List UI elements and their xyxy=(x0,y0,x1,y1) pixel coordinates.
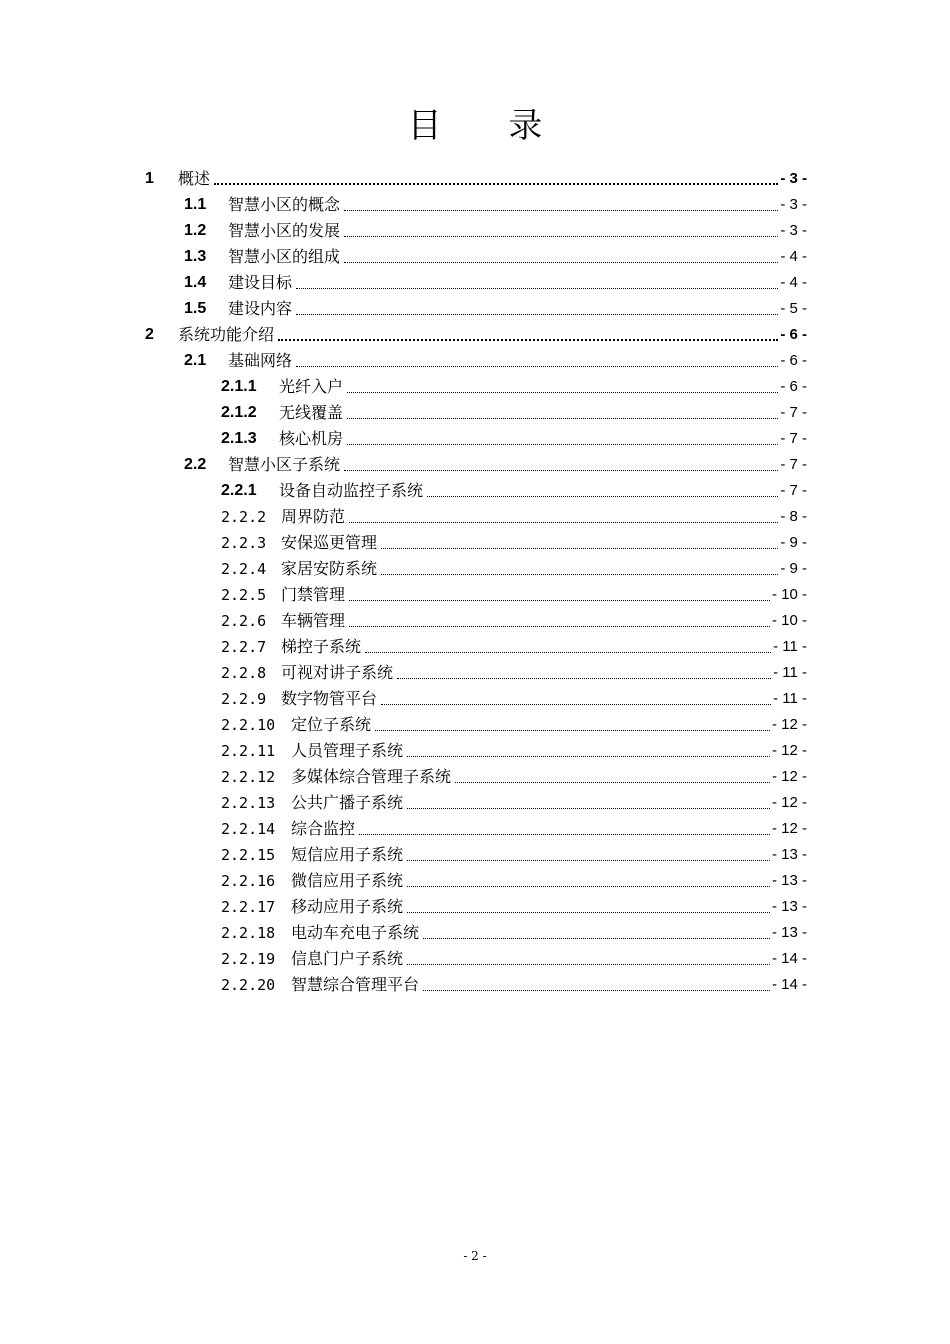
toc-entry[interactable] xyxy=(221,504,807,530)
toc-entry-title: 系统功能介绍 xyxy=(178,325,275,344)
toc-dot-leader xyxy=(407,956,770,965)
toc-entry-page: - 7 - xyxy=(780,456,807,473)
toc-entry-title: 多媒体综合管理子系统 xyxy=(291,767,452,786)
toc-entry-title: 智慧小区的发展 xyxy=(228,221,341,240)
toc-dot-leader xyxy=(344,462,778,471)
toc-entry-page: - 12 - xyxy=(771,768,807,785)
toc-entry[interactable] xyxy=(221,400,807,426)
toc-entry-number: 2.1.1 xyxy=(221,378,257,395)
toc-entry-number: 2.2.13 xyxy=(221,794,276,812)
toc-dot-leader xyxy=(407,852,770,861)
toc-entry-title: 移动应用子系统 xyxy=(291,897,404,916)
toc-entry-page: - 13 - xyxy=(771,898,807,915)
toc-entry-title: 设备自动监控子系统 xyxy=(279,481,424,500)
toc-entry-page: - 7 - xyxy=(780,430,807,447)
toc-entry-page: - 5 - xyxy=(780,300,807,317)
toc-entry[interactable] xyxy=(221,868,807,894)
toc-entry-page: - 8 - xyxy=(780,508,807,525)
toc-dot-leader xyxy=(344,228,778,237)
toc-dot-leader xyxy=(349,618,770,627)
toc-entry[interactable] xyxy=(221,816,807,842)
toc-dot-leader xyxy=(375,722,770,731)
toc-entry-page: - 7 - xyxy=(780,482,807,499)
toc-dot-leader xyxy=(455,774,770,783)
toc-dot-leader xyxy=(397,670,771,679)
toc-dot-leader xyxy=(347,436,778,445)
toc-entry-title: 定位子系统 xyxy=(291,715,372,734)
toc-entry-number: 2.1 xyxy=(184,352,207,369)
toc-entry[interactable] xyxy=(221,556,807,582)
toc-dot-leader xyxy=(296,280,778,289)
toc-entry-page: - 11 - xyxy=(773,638,807,655)
toc-entry-number: 2.2.16 xyxy=(221,872,276,890)
toc-entry-page: - 3 - xyxy=(780,222,807,239)
toc-entry-page: - 9 - xyxy=(780,534,807,551)
toc-dot-leader xyxy=(423,930,770,939)
toc-entry-number: 2.2.15 xyxy=(221,846,276,864)
toc-entry-number: 2.1.2 xyxy=(221,404,257,421)
toc-dot-leader xyxy=(347,384,778,393)
toc-entry-number: 1.1 xyxy=(184,196,207,213)
toc-entry-page: - 12 - xyxy=(771,820,807,837)
toc-entry-number: 2.2.5 xyxy=(221,586,267,604)
toc-dot-leader xyxy=(407,878,770,887)
toc-entry-page: - 6 - xyxy=(780,326,807,343)
toc-entry[interactable] xyxy=(221,790,807,816)
toc-dot-leader xyxy=(407,904,770,913)
toc-entry-title: 智慧小区的组成 xyxy=(228,247,341,266)
toc-entry[interactable] xyxy=(184,452,807,478)
toc-entry[interactable] xyxy=(184,218,807,244)
toc-entry-title: 智慧小区子系统 xyxy=(228,455,341,474)
toc-entry-page: - 7 - xyxy=(780,404,807,421)
toc-entry[interactable] xyxy=(221,608,807,634)
toc-entry-title: 建设内容 xyxy=(228,299,293,318)
toc-entry[interactable] xyxy=(221,712,807,738)
toc-entry-number: 2.2.18 xyxy=(221,924,276,942)
toc-entry[interactable] xyxy=(184,244,807,270)
toc-entry[interactable] xyxy=(221,920,807,946)
toc-entry-number: 2.2.2 xyxy=(221,508,267,526)
toc-entry-page: - 11 - xyxy=(773,664,807,681)
toc-entry-page: - 12 - xyxy=(771,716,807,733)
toc-entry-number: 2.2.4 xyxy=(221,560,267,578)
toc-entry-title: 家居安防系统 xyxy=(281,559,378,578)
toc-entry-title: 概述 xyxy=(178,169,211,188)
toc-entry-title: 光纤入户 xyxy=(279,377,344,396)
toc-entry-title: 核心机房 xyxy=(279,429,344,448)
toc-entry-title: 人员管理子系统 xyxy=(291,741,404,760)
toc-dot-leader xyxy=(349,592,770,601)
toc-dot-leader xyxy=(359,826,770,835)
toc-dot-leader xyxy=(278,331,778,341)
toc-entry[interactable] xyxy=(221,738,807,764)
toc-entry-number: 2.2.8 xyxy=(221,664,267,682)
toc-entry-number: 2.2.19 xyxy=(221,950,276,968)
toc-entry-page: - 9 - xyxy=(780,560,807,577)
toc-dot-leader xyxy=(214,175,778,185)
toc-entry[interactable] xyxy=(221,634,807,660)
toc-dot-leader xyxy=(344,254,778,263)
document-title: 目 录 xyxy=(407,106,571,146)
toc-dot-leader xyxy=(365,644,771,653)
toc-entry-page: - 6 - xyxy=(780,378,807,395)
toc-entry-page: - 14 - xyxy=(771,976,807,993)
toc-dot-leader xyxy=(381,566,778,575)
toc-entry[interactable] xyxy=(145,322,807,348)
toc-entry-number: 2.2.3 xyxy=(221,534,267,552)
toc-entry-title: 智慧小区的概念 xyxy=(228,195,341,214)
toc-entry-title: 公共广播子系统 xyxy=(291,793,404,812)
toc-dot-leader xyxy=(344,202,778,211)
toc-entry-title: 梯控子系统 xyxy=(281,637,362,656)
toc-entry-number: 2.2.12 xyxy=(221,768,276,786)
toc-entry-number: 2.2.1 xyxy=(221,482,257,499)
toc-entry-title: 电动车充电子系统 xyxy=(291,923,420,942)
toc-dot-leader xyxy=(347,410,778,419)
toc-entry-title: 车辆管理 xyxy=(281,611,346,630)
toc-entry[interactable] xyxy=(221,374,807,400)
toc-entry-number: 1.4 xyxy=(184,274,207,291)
toc-entry-title: 微信应用子系统 xyxy=(291,871,404,890)
toc-entry-title: 信息门户子系统 xyxy=(291,949,404,968)
toc-entry-title: 无线覆盖 xyxy=(279,403,344,422)
toc-entry-title: 可视对讲子系统 xyxy=(281,663,394,682)
toc-entry-page: - 10 - xyxy=(771,586,807,603)
toc-entry[interactable] xyxy=(221,842,807,868)
toc-entry[interactable] xyxy=(184,192,807,218)
toc-entry-page: - 14 - xyxy=(771,950,807,967)
toc-entry-number: 1 xyxy=(145,170,154,187)
toc-entry-page: - 13 - xyxy=(771,872,807,889)
toc-entry-number: 2.1.3 xyxy=(221,430,257,447)
toc-entry[interactable] xyxy=(145,166,807,192)
toc-entry-number: 2.2 xyxy=(184,456,207,473)
toc-dot-leader xyxy=(407,800,770,809)
toc-entry-page: - 11 - xyxy=(773,690,807,707)
toc-entry-number: 2.2.7 xyxy=(221,638,267,656)
toc-entry-page: - 12 - xyxy=(771,742,807,759)
toc-entry-page: - 10 - xyxy=(771,612,807,629)
toc-entry-page: - 13 - xyxy=(771,924,807,941)
toc-entry-number: 2.2.20 xyxy=(221,976,276,994)
toc-entry[interactable] xyxy=(221,582,807,608)
toc-entry[interactable] xyxy=(221,660,807,686)
toc-entry-title: 建设目标 xyxy=(228,273,293,292)
toc-dot-leader xyxy=(407,748,770,757)
toc-entry-page: - 3 - xyxy=(780,170,807,187)
toc-entry[interactable] xyxy=(221,764,807,790)
toc-entry-title: 周界防范 xyxy=(281,507,346,526)
toc-entry-page: - 4 - xyxy=(780,274,807,291)
toc-entry[interactable] xyxy=(221,894,807,920)
toc-entry-number: 1.2 xyxy=(184,222,207,239)
toc-dot-leader xyxy=(423,982,770,991)
toc-dot-leader xyxy=(381,696,771,705)
toc-entry[interactable] xyxy=(221,686,807,712)
toc-entry[interactable] xyxy=(221,972,807,998)
toc-entry-title: 门禁管理 xyxy=(281,585,346,604)
toc-entry[interactable] xyxy=(221,530,807,556)
toc-entry-page: - 3 - xyxy=(780,196,807,213)
toc-entry[interactable] xyxy=(221,946,807,972)
toc-entry-title: 智慧综合管理平台 xyxy=(291,975,420,994)
toc-entry-number: 2.2.14 xyxy=(221,820,276,838)
toc-entry[interactable] xyxy=(221,426,807,452)
toc-entry-number: 2.2.6 xyxy=(221,612,267,630)
toc-entry-number: 1.3 xyxy=(184,248,207,265)
toc-entry[interactable] xyxy=(184,348,807,374)
toc-dot-leader xyxy=(349,514,778,523)
toc-entry-number: 2 xyxy=(145,326,154,343)
toc-entry-title: 综合监控 xyxy=(291,819,356,838)
toc-dot-leader xyxy=(296,306,778,315)
toc-entry-number: 2.2.9 xyxy=(221,690,267,708)
toc-entry-title: 安保巡更管理 xyxy=(281,533,378,552)
toc-dot-leader xyxy=(427,488,778,497)
page-number-footer: - 2 - xyxy=(463,1249,487,1263)
toc-entry-title: 基础网络 xyxy=(228,351,293,370)
toc-entry-number: 2.2.11 xyxy=(221,742,276,760)
toc-dot-leader xyxy=(381,540,778,549)
toc-entry-page: - 6 - xyxy=(780,352,807,369)
toc-entry-title: 数字物管平台 xyxy=(281,689,378,708)
toc-entry-number: 1.5 xyxy=(184,300,207,317)
toc-entry[interactable] xyxy=(184,270,807,296)
toc-entry-number: 2.2.17 xyxy=(221,898,276,916)
toc-entry-page: - 13 - xyxy=(771,846,807,863)
toc-dot-leader xyxy=(296,358,778,367)
toc-entry-page: - 12 - xyxy=(771,794,807,811)
toc-entry[interactable] xyxy=(184,296,807,322)
toc-entry-number: 2.2.10 xyxy=(221,716,276,734)
toc-entry-title: 短信应用子系统 xyxy=(291,845,404,864)
toc-entry-page: - 4 - xyxy=(780,248,807,265)
toc-entry[interactable] xyxy=(221,478,807,504)
